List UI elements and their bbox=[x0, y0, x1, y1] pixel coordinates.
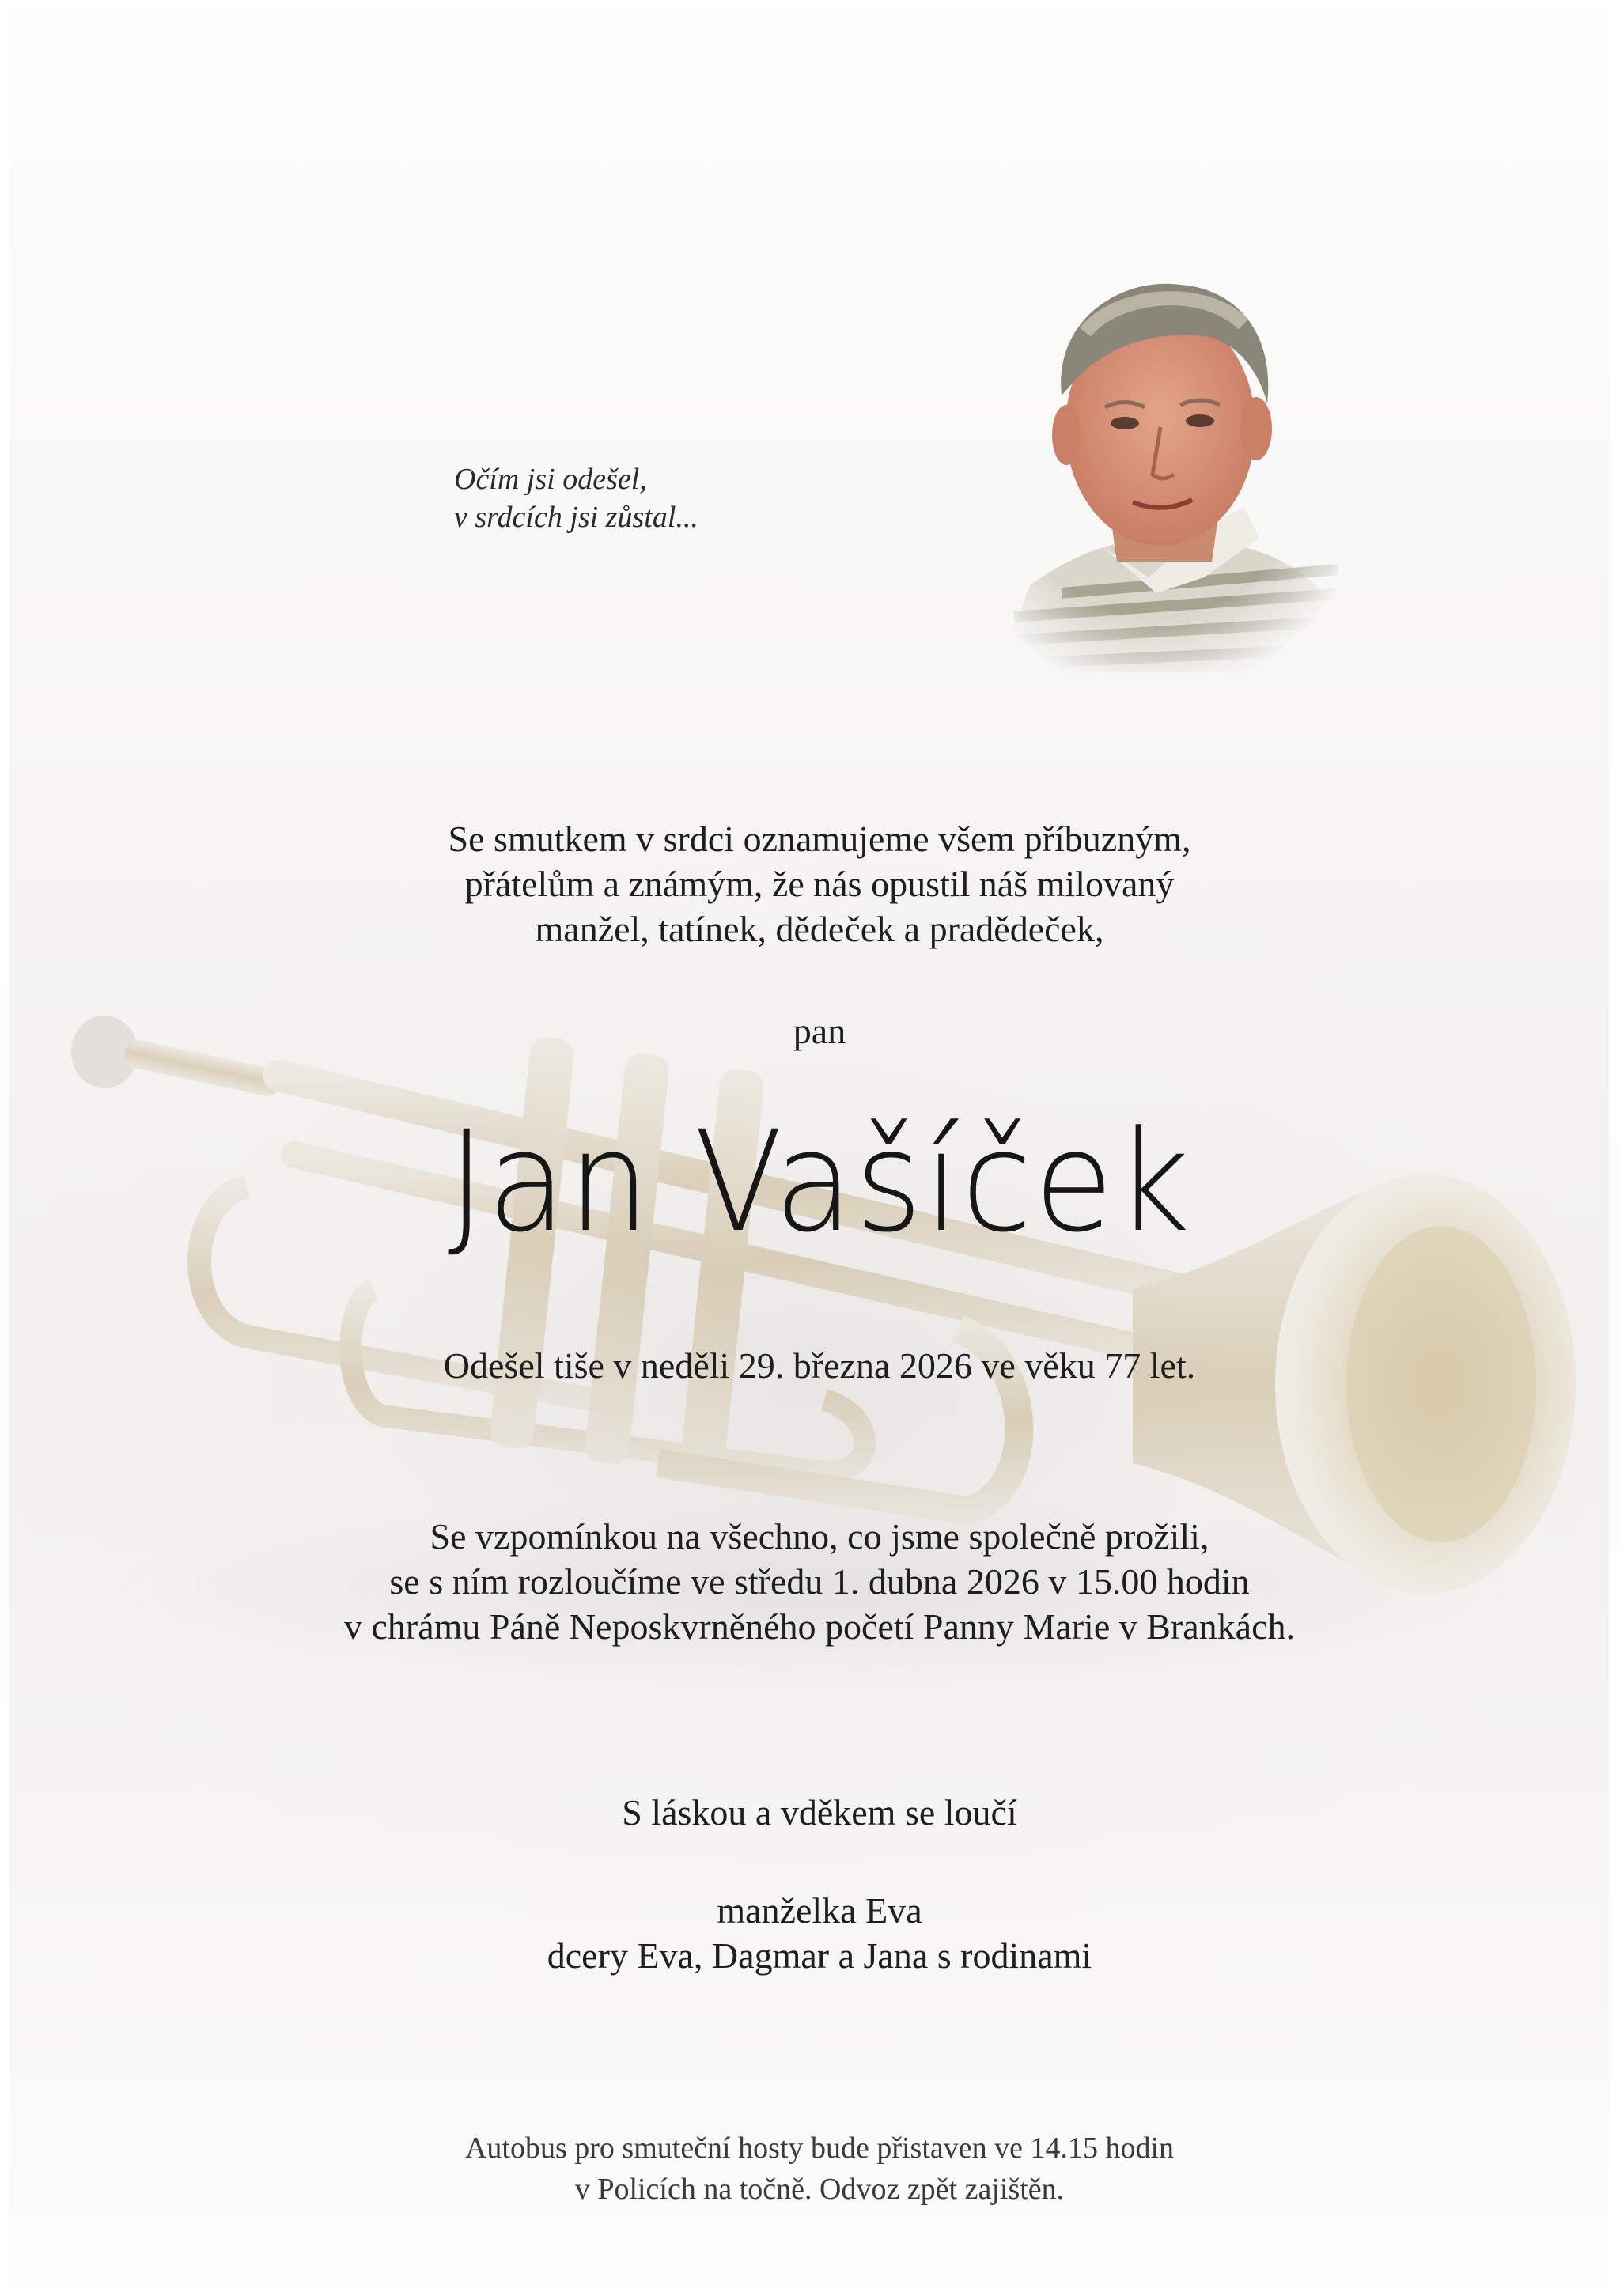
portrait-photo bbox=[967, 245, 1346, 672]
death-notice: Odešel tiše v neděli 29. března 2026 ve věku 77 let. bbox=[443, 1345, 1196, 1386]
quote-line: v srdcích jsi zůstal... bbox=[454, 501, 698, 534]
quote-line: Očím jsi odešel, bbox=[454, 463, 647, 496]
family-line: dcery Eva, Dagmar a Jana s rodinami bbox=[547, 1935, 1092, 1976]
transport-note bbox=[9, 2128, 1620, 2210]
farewell-line: S láskou a vděkem se loučí bbox=[622, 1792, 1017, 1833]
title-prefix: pan bbox=[793, 1011, 846, 1051]
funeral-details bbox=[9, 1514, 1620, 1649]
announcement-line: Se smutkem v srdci oznamujeme všem příbuzným, bbox=[448, 819, 1191, 859]
funeral-line: Se vzpomínkou na všechno, co jsme společně prožili, bbox=[430, 1516, 1209, 1557]
funeral-line: se s ním rozloučíme ve středu 1. dubna 2026 v 15.00 hodin bbox=[389, 1561, 1250, 1602]
obituary-card bbox=[9, 8, 1609, 2290]
funeral-line: v chrámu Páně Neposkvrněného početí Panny Marie v Brankách. bbox=[343, 1606, 1296, 1647]
announcement-text bbox=[9, 816, 1620, 951]
deceased-name: Jan Vašíček bbox=[447, 1101, 1192, 1263]
memorial-quote bbox=[454, 460, 786, 536]
transport-line: v Policích na točně. Odvoz zpět zajištěn. bbox=[574, 2173, 1065, 2206]
transport-line: Autobus pro smuteční hosty bude přistaven ve 14.15 hodin bbox=[464, 2131, 1175, 2165]
family-line: manželka Eva bbox=[717, 1890, 922, 1931]
announcement-line: manžel, tatínek, dědeček a pradědeček, bbox=[535, 909, 1104, 949]
announcement-line: přátelům a známým, že nás opustil náš milovaný bbox=[464, 864, 1175, 904]
family-signature bbox=[9, 1888, 1620, 1978]
